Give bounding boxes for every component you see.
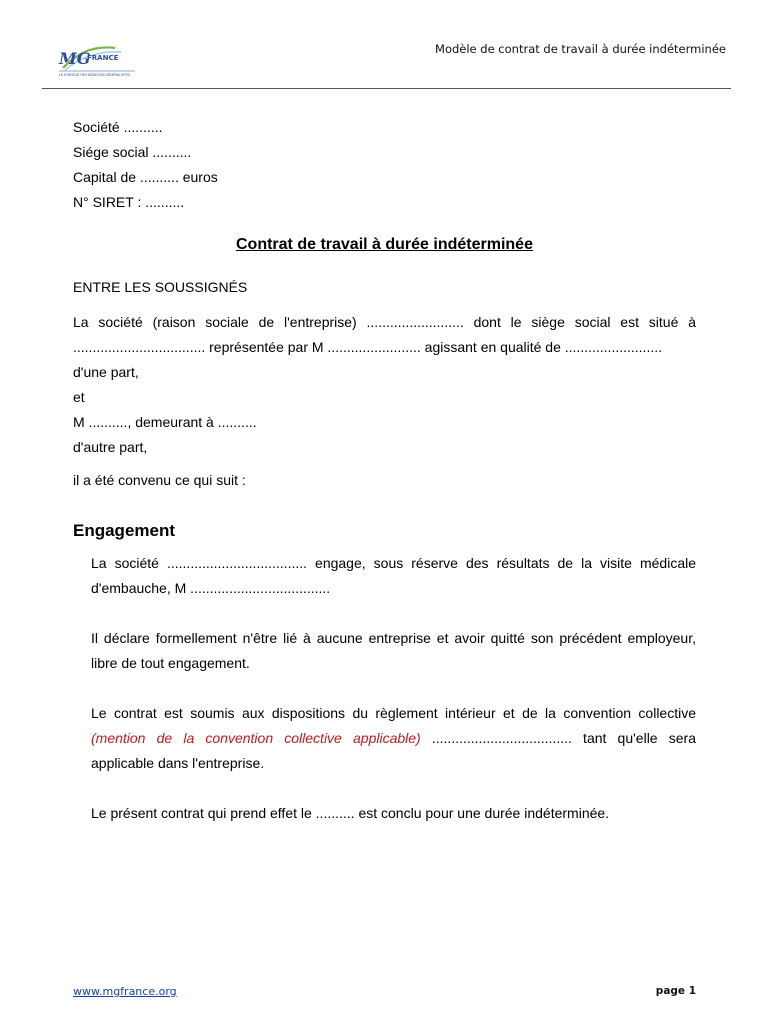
engagement-heading: Engagement bbox=[73, 521, 176, 540]
convention-mention: (mention de la convention collective applicable) bbox=[91, 730, 421, 746]
parties-intro: ENTRE LES SOUSSIGNÉS bbox=[73, 279, 248, 295]
second-party-label: d'autre part, bbox=[73, 439, 148, 455]
company-name: Société .......... bbox=[73, 119, 163, 135]
employee-clause: M .........., demeurant à .......... bbox=[73, 414, 257, 430]
engagement-paragraph-3 bbox=[91, 701, 696, 776]
convention-text-start: Le contrat est soumis aux dispositions du règlement intérieur et de la convention collective bbox=[91, 705, 696, 721]
company-seat: Siége social .......... bbox=[73, 144, 192, 160]
svg-text:MG: MG bbox=[59, 49, 91, 68]
mg-france-logo bbox=[55, 38, 143, 82]
page-number: page 1 bbox=[655, 985, 696, 997]
engagement-paragraph-1: La société .................................... engage, sous réserve des résultats de la visite médicale d'embauche, M .................................... bbox=[91, 555, 696, 596]
and-label: et bbox=[73, 389, 85, 405]
logo-tagline: LE SYNDICAT DES MÉDECINS GÉNÉRALISTES bbox=[59, 73, 131, 77]
company-clause: La société (raison sociale de l'entreprise) ......................... dont le siège social est situé à .................................. représentée par M ........................ agissant en qualité de ......................... bbox=[73, 314, 696, 355]
document-body bbox=[73, 115, 696, 826]
header-divider bbox=[42, 88, 731, 89]
engagement-paragraph-2: Il déclare formellement n'être lié à aucune entreprise et avoir quitté son précédent employeur, libre de tout engagement. bbox=[91, 630, 696, 671]
engagement-section bbox=[91, 551, 696, 826]
svg-text:FRANCE: FRANCE bbox=[87, 54, 119, 62]
convention-text-end: .................................... tant qu'elle sera applicable dans l'entreprise. bbox=[91, 730, 696, 771]
agreement-intro: il a été convenu ce qui suit : bbox=[73, 472, 246, 488]
engagement-paragraph-4: Le présent contrat qui prend effet le .......... est conclu pour une durée indéterminée. bbox=[91, 805, 610, 821]
company-siret: N° SIRET : .......... bbox=[73, 194, 185, 210]
first-party-label: d'une part, bbox=[73, 364, 139, 380]
company-capital: Capital de .......... euros bbox=[73, 169, 218, 185]
website-link[interactable]: www.mgfrance.org bbox=[73, 985, 177, 998]
document-title: Contrat de travail à durée indéterminée bbox=[236, 236, 533, 253]
header-title: Modèle de contrat de travail à durée indéterminée bbox=[435, 42, 726, 56]
